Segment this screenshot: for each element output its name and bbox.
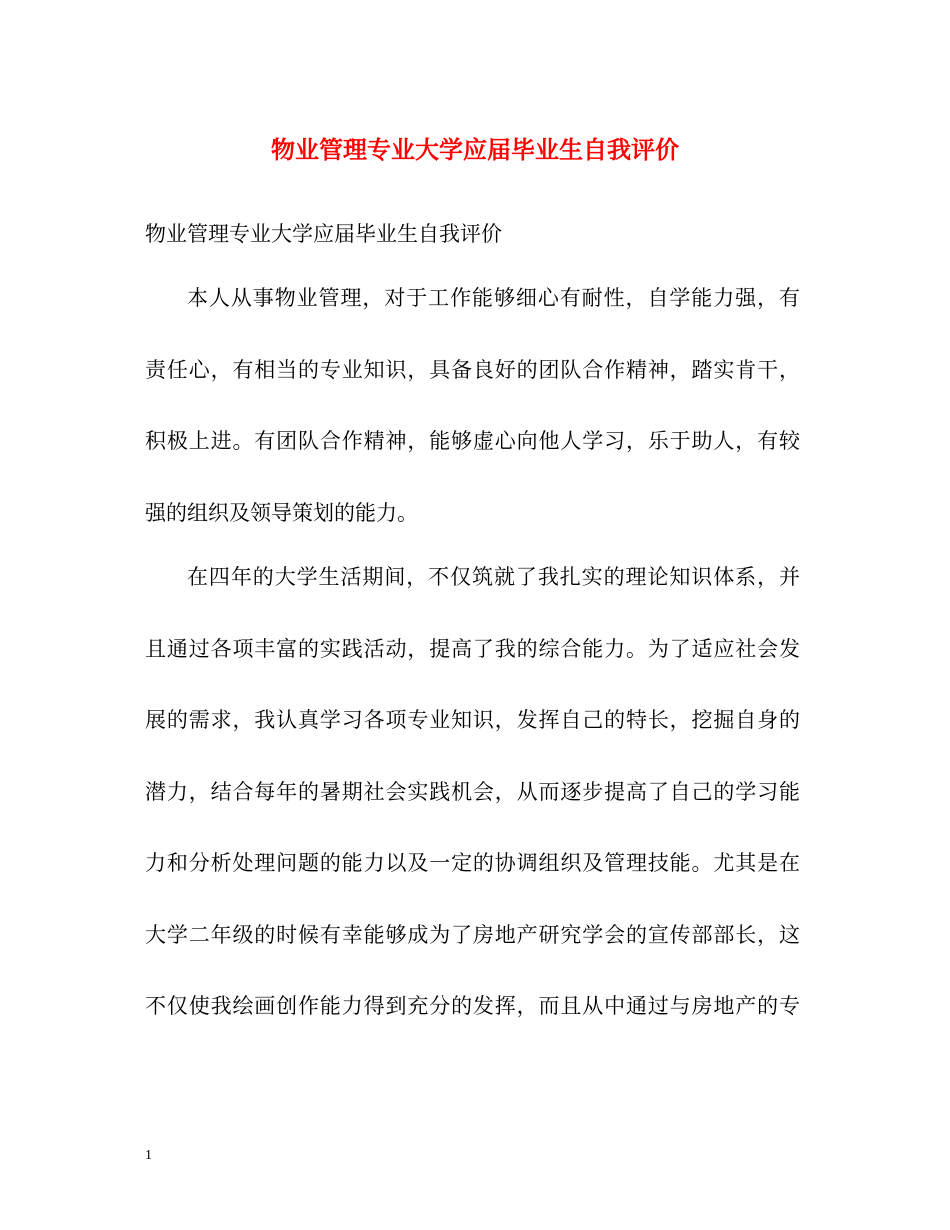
paragraph-line: 力和分析处理问题的能力以及一定的协调组织及管理技能。尤其是在 bbox=[145, 851, 800, 875]
paragraph-line: 在四年的大学生活期间，不仅筑就了我扎实的理论知识体系，并 bbox=[187, 565, 800, 589]
paragraph-line: 积极上进。有团队合作精神，能够虚心向他人学习，乐于助人，有较 bbox=[145, 429, 800, 453]
paragraph-line: 本人从事物业管理，对于工作能够细心有耐性，自学能力强，有 bbox=[187, 286, 800, 310]
page-number: 1 bbox=[145, 1148, 152, 1163]
paragraph-line: 不仅使我绘画创作能力得到充分的发挥，而且从中通过与房地产的专 bbox=[145, 994, 800, 1018]
paragraph-line: 大学二年级的时候有幸能够成为了房地产研究学会的宣传部部长，这 bbox=[145, 923, 800, 947]
paragraph-line: 且通过各项丰富的实践活动，提高了我的综合能力。为了适应社会发 bbox=[145, 637, 800, 661]
paragraph-line: 展的需求，我认真学习各项专业知识，发挥自己的特长，挖掘自身的 bbox=[145, 708, 800, 732]
paragraph-line: 强的组织及领导策划的能力。 bbox=[145, 501, 418, 525]
paragraph-line: 潜力，结合每年的暑期社会实践机会，从而逐步提高了自己的学习能 bbox=[145, 780, 800, 804]
document-title: 物业管理专业大学应届毕业生自我评价 bbox=[271, 135, 679, 164]
paragraph-line: 责任心，有相当的专业知识，具备良好的团队合作精神，踏实肯干， bbox=[145, 358, 800, 382]
document-subtitle: 物业管理专业大学应届毕业生自我评价 bbox=[145, 222, 502, 246]
